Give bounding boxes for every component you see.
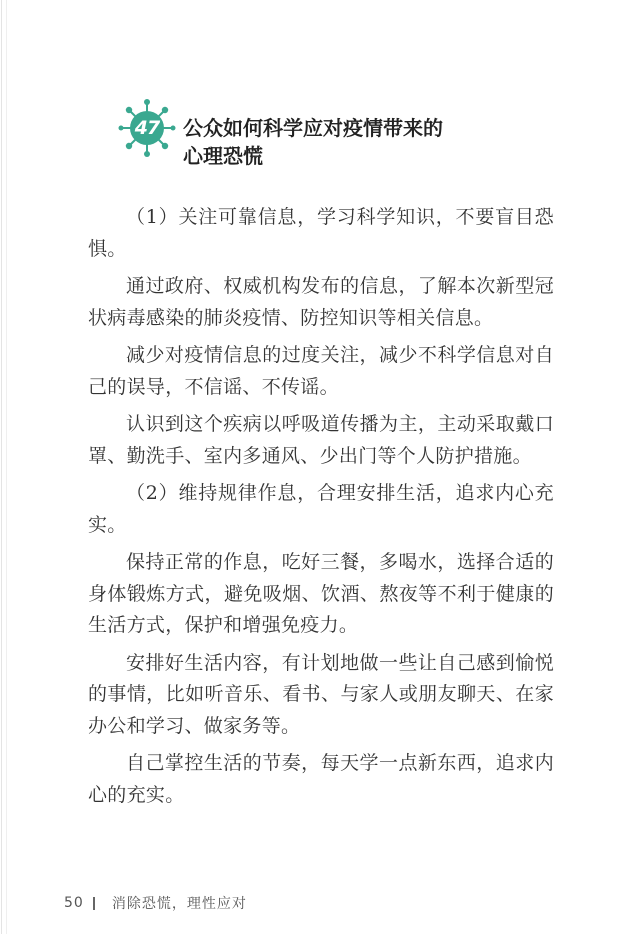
virus-badge-icon [116, 97, 178, 159]
paragraph-point-2: （2）维持规律作息，合理安排生活，追求内心充实。 [88, 482, 554, 536]
running-title: 消除恐慌，理性应对 [111, 896, 247, 912]
paragraph: 认识到这个疾病以呼吸道传播为主，主动采取戴口罩、勤洗手、室内多通风、少出门等个人防护措施。 [88, 413, 554, 467]
page-edge-line [6, 0, 7, 934]
title-line-1: 公众如何科学应对疫情带来的 [183, 116, 443, 140]
page-number: 50 [64, 895, 84, 911]
page-footer [64, 893, 247, 913]
paragraph: 保持正常的作息，吃好三餐，多喝水，选择合适的身体锻炼方式，避免吸烟、饮酒、熬夜等不利于健康的生活方式，保护和增强免疫力。 [88, 551, 554, 636]
title-line-2: 心理恐慌 [183, 144, 263, 168]
page-edge-line [1, 0, 2, 934]
page-title [183, 114, 483, 170]
section-heading [116, 97, 483, 170]
body-content [88, 202, 554, 817]
paragraph: 自己掌控生活的节奏，每天学一点新东西，追求内心的充实。 [88, 752, 554, 806]
paragraph-point-1: （1）关注可靠信息，学习科学知识，不要盲目恐惧。 [88, 206, 554, 260]
paragraph: 通过政府、权威机构发布的信息，了解本次新型冠状病毒感染的肺炎疫情、防控知识等相关信息。 [88, 275, 554, 329]
section-number: 47 [134, 117, 160, 139]
paragraph: 减少对疫情信息的过度关注，减少不科学信息对自己的误导，不信谣、不传谣。 [88, 344, 554, 398]
footer-divider [93, 897, 95, 910]
paragraph: 安排好生活内容，有计划地做一些让自己感到愉悦的事情，比如听音乐、看书、与家人或朋友聊天、在家办公和学习、做家务等。 [88, 651, 554, 737]
